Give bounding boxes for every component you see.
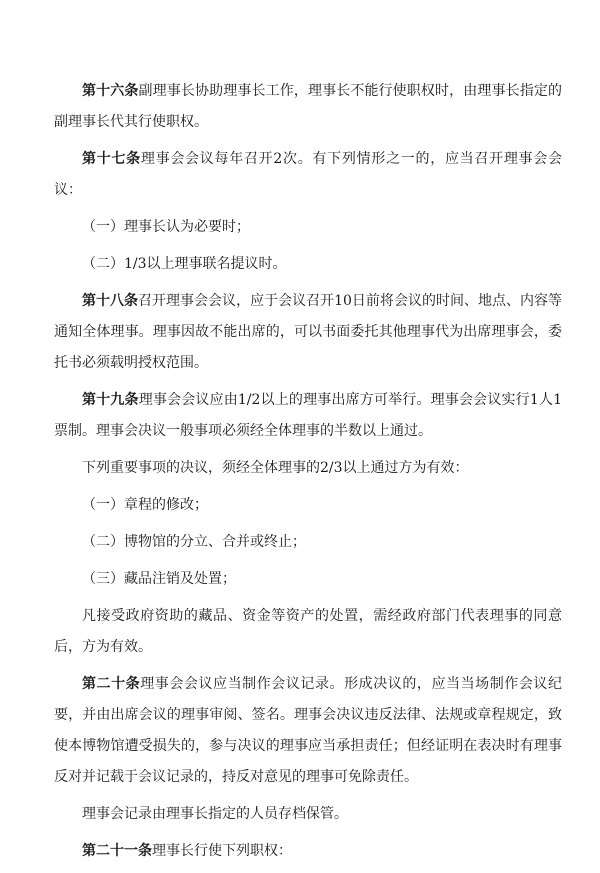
paragraph-text: 召开理事会会议，应于会议召开10日前将会议的时间、地点、内容等通知全体理事。理事因故不能出席的，可以书面委托其他理事代为出席理事会，委托书必须载明授权范围。 xyxy=(54,293,562,371)
article-number: 第十九条 xyxy=(82,392,139,408)
paragraph-text: 理事会会议应由1/2以上的理事出席方可举行。理事会会议实行1人1票制。理事会决议一般事项必须经全体理事的半数以上通过。 xyxy=(54,392,562,439)
paragraph-text: （三）藏品注销及处置； xyxy=(82,571,236,587)
paragraph-article-16 xyxy=(54,76,562,138)
document-page xyxy=(54,76,562,873)
paragraph-text: 下列重要事项的决议，须经全体理事的2/3以上通过方为有效： xyxy=(82,460,469,476)
paragraph-text: 理事会记录由理事长指定的人员存档保管。 xyxy=(82,806,348,822)
paragraph-item xyxy=(54,249,562,280)
paragraph-article-18 xyxy=(54,286,562,379)
paragraph-text-block xyxy=(54,601,562,663)
paragraph-text: 副理事长协助理事长工作，理事长不能行使职权时，由理事长指定的副理事长代其行使职权。 xyxy=(54,83,563,130)
paragraph-article-19 xyxy=(54,385,562,447)
paragraph-item xyxy=(54,490,562,521)
paragraph-article-17 xyxy=(54,144,562,206)
paragraph-text: （二）1/3以上理事联名提议时。 xyxy=(82,256,287,272)
paragraph-article-20 xyxy=(54,669,562,793)
paragraph-text: （二）博物馆的分立、合并或终止； xyxy=(82,534,306,550)
article-number: 第十八条 xyxy=(82,293,139,309)
paragraph-item xyxy=(54,564,562,595)
paragraph-text-block xyxy=(54,799,562,830)
article-number: 第二十一条 xyxy=(82,843,152,859)
article-number: 第十六条 xyxy=(82,83,139,99)
article-number: 第十七条 xyxy=(82,151,141,167)
paragraph-text: 理事会会议每年召开2次。有下列情形之一的，应当召开理事会会议： xyxy=(54,151,563,198)
paragraph-item xyxy=(54,527,562,558)
paragraph-text: （一）理事长认为必要时； xyxy=(82,219,250,235)
paragraph-text: 理事长行使下列职权： xyxy=(152,843,292,859)
article-number: 第二十条 xyxy=(82,676,141,692)
paragraph-text-block xyxy=(54,453,562,484)
paragraph-text: 理事会会议应当制作会议记录。形成决议的，应当当场制作会议纪要，并由出席会议的理事审阅、签名。理事会决议违反法律、法规或章程规定，致使本博物馆遭受损失的，参与决议的理事应当承担责任；但经证明在表决时有理事反对并记载于会议记录的，持反对意见的理事可免除责任。 xyxy=(54,676,562,785)
paragraph-article-21 xyxy=(54,836,562,867)
paragraph-text: （一）章程的修改； xyxy=(82,497,208,513)
paragraph-item xyxy=(54,212,562,243)
paragraph-text: 凡接受政府资助的藏品、资金等资产的处置，需经政府部门代表理事的同意后，方为有效。 xyxy=(54,608,562,655)
